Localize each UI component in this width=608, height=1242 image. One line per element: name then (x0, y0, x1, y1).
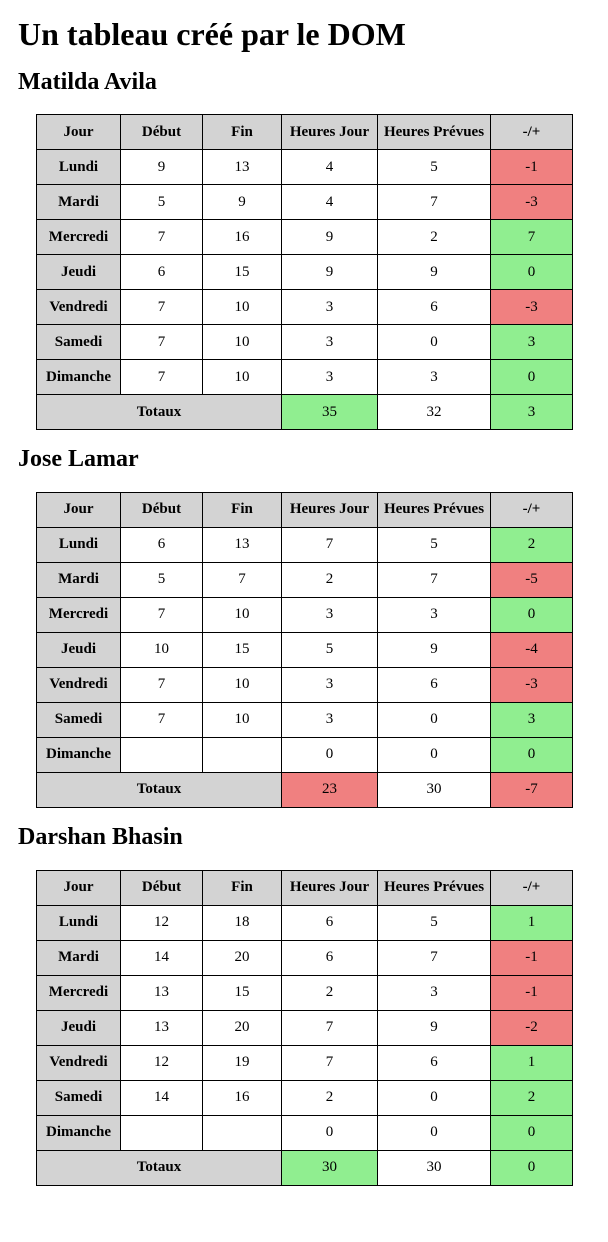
hours-expected-cell: 0 (378, 702, 491, 737)
totals-label: Totaux (37, 1150, 282, 1185)
diff-cell: 3 (491, 702, 573, 737)
diff-cell: -3 (491, 667, 573, 702)
hours-expected-cell: 7 (378, 940, 491, 975)
start-cell: 7 (121, 597, 203, 632)
end-cell (203, 1115, 282, 1150)
col-header-debut: Début (121, 492, 203, 527)
table-row (37, 325, 573, 360)
hours-expected-cell: 7 (378, 562, 491, 597)
totals-diff-cell: 3 (491, 395, 573, 430)
table-row (37, 1115, 573, 1150)
totals-label: Totaux (37, 395, 282, 430)
start-cell: 10 (121, 632, 203, 667)
end-cell: 10 (203, 667, 282, 702)
diff-cell: -5 (491, 562, 573, 597)
diff-cell: -3 (491, 185, 573, 220)
totals-row (37, 395, 573, 430)
start-cell: 13 (121, 975, 203, 1010)
timesheet-section-0 (18, 69, 590, 431)
hours-expected-cell: 5 (378, 527, 491, 562)
totals-diff-cell: -7 (491, 772, 573, 807)
col-header-diff: -/+ (491, 115, 573, 150)
hours-day-cell: 6 (282, 905, 378, 940)
end-cell: 18 (203, 905, 282, 940)
start-cell: 13 (121, 1010, 203, 1045)
end-cell: 20 (203, 940, 282, 975)
employee-name-heading: Matilda Avila (18, 68, 157, 95)
day-cell: Lundi (37, 527, 121, 562)
hours-day-cell: 2 (282, 1080, 378, 1115)
start-cell: 7 (121, 667, 203, 702)
end-cell: 13 (203, 150, 282, 185)
day-cell: Samedi (37, 1080, 121, 1115)
table-row (37, 185, 573, 220)
table-row (37, 1080, 573, 1115)
hours-expected-cell: 9 (378, 632, 491, 667)
start-cell: 5 (121, 185, 203, 220)
table-row (37, 150, 573, 185)
totals-diff-cell: 0 (491, 1150, 573, 1185)
start-cell: 5 (121, 562, 203, 597)
day-cell: Lundi (37, 150, 121, 185)
hours-day-cell: 9 (282, 255, 378, 290)
diff-cell: 7 (491, 220, 573, 255)
end-cell: 10 (203, 290, 282, 325)
start-cell: 7 (121, 290, 203, 325)
day-cell: Mercredi (37, 597, 121, 632)
timesheet-table (36, 114, 573, 430)
diff-cell: -1 (491, 940, 573, 975)
end-cell: 16 (203, 220, 282, 255)
col-header-heures-jour: Heures Jour (282, 492, 378, 527)
employee-name-heading: Darshan Bhasin (18, 823, 183, 850)
col-header-heures-jour: Heures Jour (282, 115, 378, 150)
header-row (37, 115, 573, 150)
col-header-diff: -/+ (491, 870, 573, 905)
end-cell: 13 (203, 527, 282, 562)
start-cell: 7 (121, 220, 203, 255)
hours-expected-cell: 0 (378, 325, 491, 360)
day-cell: Vendredi (37, 667, 121, 702)
totals-expected-cell: 30 (378, 772, 491, 807)
hours-day-cell: 9 (282, 220, 378, 255)
hours-day-cell: 3 (282, 360, 378, 395)
hours-day-cell: 7 (282, 527, 378, 562)
end-cell: 9 (203, 185, 282, 220)
diff-cell: 0 (491, 597, 573, 632)
timesheet-table (36, 870, 573, 1186)
diff-cell: 3 (491, 325, 573, 360)
totals-hours-cell: 23 (282, 772, 378, 807)
start-cell: 7 (121, 325, 203, 360)
col-header-heures-jour: Heures Jour (282, 870, 378, 905)
hours-expected-cell: 7 (378, 185, 491, 220)
col-header-debut: Début (121, 870, 203, 905)
page-title: Un tableau créé par le DOM (18, 16, 406, 52)
col-header-heures-prevues: Heures Prévues (378, 492, 491, 527)
day-cell: Mercredi (37, 220, 121, 255)
start-cell: 14 (121, 940, 203, 975)
hours-expected-cell: 0 (378, 737, 491, 772)
table-row (37, 905, 573, 940)
end-cell: 10 (203, 702, 282, 737)
end-cell: 16 (203, 1080, 282, 1115)
hours-expected-cell: 5 (378, 905, 491, 940)
table-row (37, 975, 573, 1010)
day-cell: Dimanche (37, 737, 121, 772)
hours-day-cell: 7 (282, 1045, 378, 1080)
hours-expected-cell: 6 (378, 667, 491, 702)
day-cell: Dimanche (37, 1115, 121, 1150)
header-row (37, 870, 573, 905)
col-header-jour: Jour (37, 492, 121, 527)
hours-expected-cell: 2 (378, 220, 491, 255)
end-cell: 19 (203, 1045, 282, 1080)
hours-day-cell: 4 (282, 150, 378, 185)
table-row (37, 290, 573, 325)
table-row (37, 702, 573, 737)
totals-label: Totaux (37, 772, 282, 807)
hours-day-cell: 7 (282, 1010, 378, 1045)
totals-hours-cell: 30 (282, 1150, 378, 1185)
timesheet-section-2 (18, 824, 590, 1186)
hours-expected-cell: 9 (378, 1010, 491, 1045)
col-header-fin: Fin (203, 870, 282, 905)
hours-day-cell: 3 (282, 702, 378, 737)
end-cell: 7 (203, 562, 282, 597)
day-cell: Samedi (37, 702, 121, 737)
table-row (37, 220, 573, 255)
day-cell: Mardi (37, 562, 121, 597)
col-header-debut: Début (121, 115, 203, 150)
end-cell: 10 (203, 597, 282, 632)
day-cell: Dimanche (37, 360, 121, 395)
col-header-fin: Fin (203, 492, 282, 527)
table-row (37, 562, 573, 597)
start-cell (121, 1115, 203, 1150)
diff-cell: 2 (491, 1080, 573, 1115)
diff-cell: 0 (491, 1115, 573, 1150)
col-header-heures-prevues: Heures Prévues (378, 115, 491, 150)
start-cell: 7 (121, 360, 203, 395)
col-header-jour: Jour (37, 870, 121, 905)
hours-expected-cell: 0 (378, 1080, 491, 1115)
hours-day-cell: 0 (282, 1115, 378, 1150)
col-header-jour: Jour (37, 115, 121, 150)
table-row (37, 360, 573, 395)
day-cell: Mardi (37, 940, 121, 975)
start-cell (121, 737, 203, 772)
end-cell: 15 (203, 255, 282, 290)
end-cell: 10 (203, 360, 282, 395)
start-cell: 6 (121, 255, 203, 290)
hours-day-cell: 3 (282, 667, 378, 702)
day-cell: Vendredi (37, 1045, 121, 1080)
diff-cell: -4 (491, 632, 573, 667)
header-row (37, 492, 573, 527)
timesheet-section-1 (18, 446, 590, 808)
hours-day-cell: 3 (282, 597, 378, 632)
hours-expected-cell: 5 (378, 150, 491, 185)
diff-cell: -2 (491, 1010, 573, 1045)
hours-expected-cell: 3 (378, 975, 491, 1010)
day-cell: Samedi (37, 325, 121, 360)
hours-day-cell: 3 (282, 290, 378, 325)
hours-day-cell: 0 (282, 737, 378, 772)
start-cell: 9 (121, 150, 203, 185)
table-row (37, 597, 573, 632)
table-row (37, 632, 573, 667)
col-header-fin: Fin (203, 115, 282, 150)
diff-cell: 2 (491, 527, 573, 562)
hours-expected-cell: 6 (378, 290, 491, 325)
hours-expected-cell: 3 (378, 360, 491, 395)
start-cell: 12 (121, 1045, 203, 1080)
totals-row (37, 1150, 573, 1185)
totals-expected-cell: 32 (378, 395, 491, 430)
hours-expected-cell: 6 (378, 1045, 491, 1080)
table-row (37, 737, 573, 772)
start-cell: 7 (121, 702, 203, 737)
day-cell: Mercredi (37, 975, 121, 1010)
start-cell: 6 (121, 527, 203, 562)
hours-day-cell: 2 (282, 562, 378, 597)
day-cell: Vendredi (37, 290, 121, 325)
day-cell: Mardi (37, 185, 121, 220)
diff-cell: 0 (491, 360, 573, 395)
hours-day-cell: 5 (282, 632, 378, 667)
day-cell: Lundi (37, 905, 121, 940)
hours-day-cell: 3 (282, 325, 378, 360)
totals-row (37, 772, 573, 807)
table-row (37, 1010, 573, 1045)
start-cell: 12 (121, 905, 203, 940)
hours-day-cell: 2 (282, 975, 378, 1010)
totals-hours-cell: 35 (282, 395, 378, 430)
table-row (37, 667, 573, 702)
hours-expected-cell: 9 (378, 255, 491, 290)
diff-cell: -1 (491, 975, 573, 1010)
diff-cell: 0 (491, 737, 573, 772)
diff-cell: 1 (491, 905, 573, 940)
end-cell (203, 737, 282, 772)
start-cell: 14 (121, 1080, 203, 1115)
end-cell: 15 (203, 632, 282, 667)
end-cell: 10 (203, 325, 282, 360)
table-row (37, 1045, 573, 1080)
table-row (37, 527, 573, 562)
diff-cell: -3 (491, 290, 573, 325)
day-cell: Jeudi (37, 255, 121, 290)
table-row (37, 255, 573, 290)
col-header-diff: -/+ (491, 492, 573, 527)
hours-day-cell: 6 (282, 940, 378, 975)
totals-expected-cell: 30 (378, 1150, 491, 1185)
end-cell: 15 (203, 975, 282, 1010)
hours-expected-cell: 3 (378, 597, 491, 632)
diff-cell: 1 (491, 1045, 573, 1080)
timesheet-table (36, 492, 573, 808)
employee-name-heading: Jose Lamar (18, 446, 139, 473)
table-row (37, 940, 573, 975)
col-header-heures-prevues: Heures Prévues (378, 870, 491, 905)
day-cell: Jeudi (37, 1010, 121, 1045)
day-cell: Jeudi (37, 632, 121, 667)
hours-day-cell: 4 (282, 185, 378, 220)
end-cell: 20 (203, 1010, 282, 1045)
hours-expected-cell: 0 (378, 1115, 491, 1150)
diff-cell: 0 (491, 255, 573, 290)
diff-cell: -1 (491, 150, 573, 185)
